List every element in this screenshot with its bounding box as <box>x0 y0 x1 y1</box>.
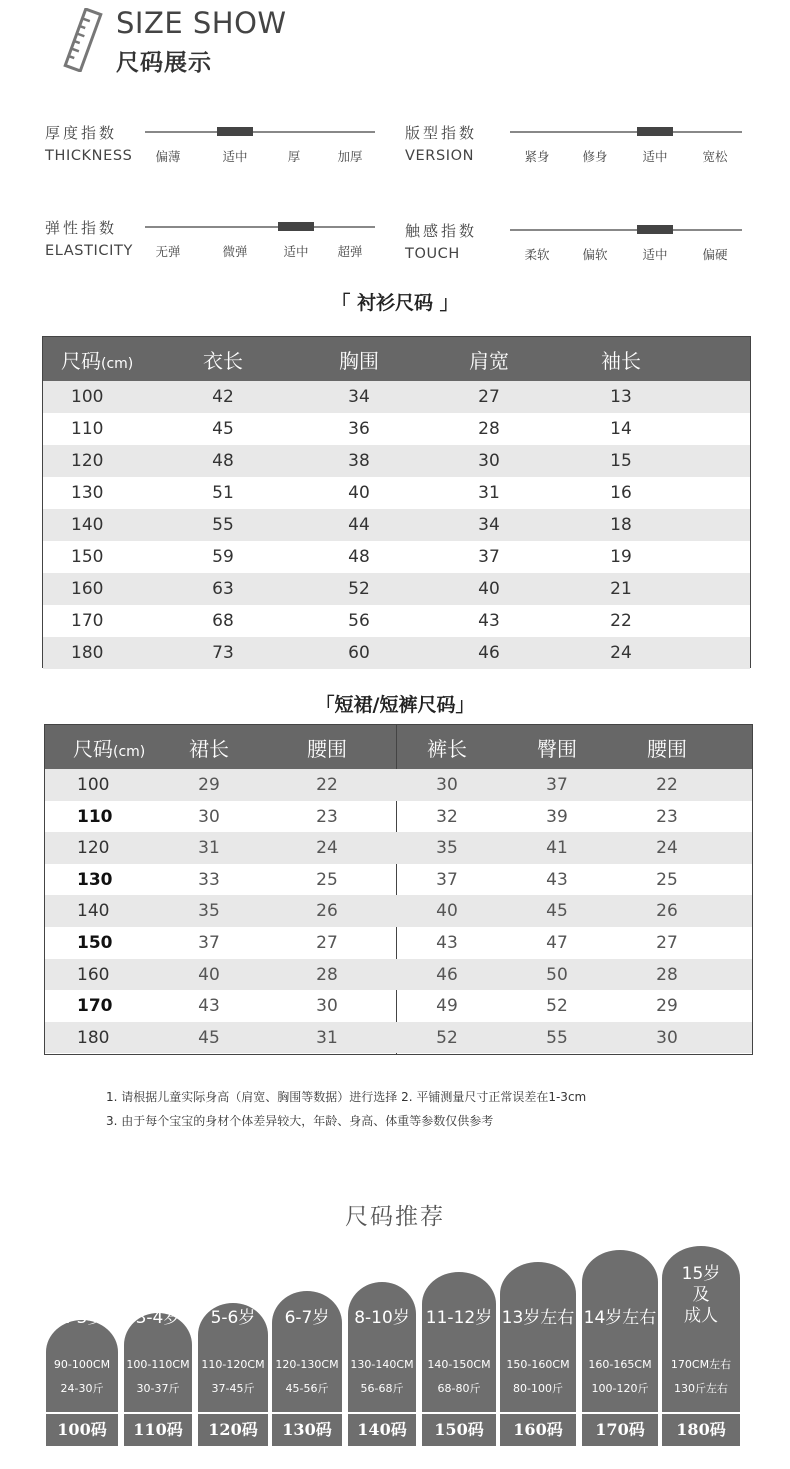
value-cell: 37 <box>546 775 568 795</box>
index-option: 适中 <box>222 149 248 164</box>
value-cell: 28 <box>656 964 678 985</box>
index-label-cn: 触感指数 <box>405 222 478 240</box>
recommend-card <box>46 1308 118 1412</box>
title-cn: 尺码展示 <box>116 50 212 76</box>
value-cell: 18 <box>610 515 632 535</box>
value-cell: 29 <box>198 775 220 795</box>
value-cell: 46 <box>478 643 500 663</box>
shirt-table-header <box>43 337 750 381</box>
ruler-icon <box>60 8 106 72</box>
size-cell: 130 <box>77 869 113 890</box>
value-cell: 63 <box>212 579 234 599</box>
note-line-2: 3. 由于每个宝宝的身材个体差异较大，年龄、身高、体重等参数仅供参考 <box>106 1114 494 1128</box>
size-cell: 120 <box>77 838 110 859</box>
recommend-weight: 130斤左右 <box>674 1382 728 1395</box>
index-label-en: ELASTICITY <box>45 243 133 259</box>
recommend-size-label: 110码 <box>124 1414 192 1446</box>
value-cell: 52 <box>436 1027 458 1048</box>
recommend-height: 170CM左右 <box>670 1358 732 1371</box>
value-cell: 52 <box>348 579 370 599</box>
value-cell: 60 <box>348 643 370 663</box>
size-cell: 170 <box>71 611 104 631</box>
recommend-age: 13岁左右 <box>501 1308 575 1328</box>
size-column-header: 尺码(cm) <box>73 737 146 761</box>
size-cell: 110 <box>77 806 113 827</box>
index-track <box>510 131 742 133</box>
value-cell: 13 <box>610 387 632 407</box>
value-cell: 43 <box>478 611 500 631</box>
table-row <box>45 959 752 991</box>
table-row <box>43 573 750 605</box>
header-hip: 臀围 <box>537 737 577 761</box>
recommend-height: 160-165CM <box>588 1358 652 1371</box>
table-row <box>45 801 752 833</box>
index-label-cn: 版型指数 <box>405 124 478 142</box>
value-cell: 30 <box>656 1027 678 1048</box>
value-cell: 34 <box>348 387 370 407</box>
value-cell: 35 <box>198 901 220 922</box>
size-cell: 150 <box>71 547 104 567</box>
value-cell: 25 <box>656 869 678 890</box>
bottoms-section-title: 「短裙/短裤尺码」 <box>315 694 475 716</box>
value-cell: 37 <box>436 869 458 890</box>
index-option: 偏软 <box>582 247 608 262</box>
recommend-age: 6-7岁 <box>284 1308 330 1328</box>
table-row <box>43 413 750 445</box>
recommend-age: 14岁左右 <box>583 1308 657 1328</box>
value-cell: 56 <box>348 611 370 631</box>
size-column-header: 尺码(cm) <box>61 349 134 373</box>
recommend-weight: 80-100斤 <box>513 1382 563 1395</box>
value-cell: 44 <box>348 515 370 535</box>
value-cell: 37 <box>198 932 220 953</box>
value-cell: 40 <box>436 901 458 922</box>
recommend-weight: 68-80斤 <box>437 1382 481 1395</box>
value-cell: 24 <box>316 838 338 859</box>
recommend-weight: 56-68斤 <box>360 1382 404 1395</box>
size-cell: 150 <box>77 932 113 953</box>
index-label-cn: 弹性指数 <box>45 219 118 237</box>
index-option: 适中 <box>642 149 668 164</box>
value-cell: 24 <box>656 838 678 859</box>
value-cell: 30 <box>198 806 220 827</box>
recommend-height: 90-100CM <box>53 1358 111 1371</box>
index-option: 适中 <box>283 244 309 259</box>
index-selected-marker <box>637 225 673 234</box>
value-cell: 22 <box>656 775 678 795</box>
value-cell: 55 <box>212 515 234 535</box>
recommend-weight: 100-120斤 <box>591 1382 649 1395</box>
recommend-size-label: 120码 <box>198 1414 268 1446</box>
index-selected-marker <box>637 127 673 136</box>
index-label-en: VERSION <box>405 148 475 164</box>
index-label-cn: 厚度指数 <box>45 124 118 142</box>
value-cell: 35 <box>436 838 458 859</box>
value-cell: 40 <box>198 964 220 985</box>
value-cell: 24 <box>610 643 632 663</box>
value-cell: 23 <box>316 806 338 827</box>
value-cell: 59 <box>212 547 234 567</box>
table-row <box>43 477 750 509</box>
value-cell: 26 <box>656 901 678 922</box>
recommend-height: 150-160CM <box>506 1358 570 1371</box>
header-pants-length: 裤长 <box>427 737 467 761</box>
recommend-age: 11-12岁 <box>425 1308 493 1328</box>
bottoms-table-header <box>45 725 752 769</box>
shirt-size-table <box>42 336 751 668</box>
value-cell: 73 <box>212 643 234 663</box>
recommend-age: 15岁 及 成人 <box>681 1264 721 1326</box>
value-cell: 48 <box>212 451 234 471</box>
header-skirt-length: 裙长 <box>189 737 229 761</box>
recommend-card <box>422 1272 496 1412</box>
table-row <box>45 864 752 896</box>
title-en: SIZE SHOW <box>116 6 287 40</box>
value-cell: 31 <box>198 838 220 859</box>
index-option: 宽松 <box>702 149 728 164</box>
value-cell: 32 <box>436 806 458 827</box>
table-row <box>45 769 752 801</box>
recommend-size-label: 180码 <box>662 1414 740 1446</box>
index-option: 偏薄 <box>155 149 181 164</box>
value-cell: 45 <box>546 901 568 922</box>
size-cell: 100 <box>77 775 110 795</box>
header-sleeve: 袖长 <box>601 349 641 373</box>
recommend-title: 尺码推荐 <box>345 1204 445 1230</box>
index-track <box>145 226 375 228</box>
value-cell: 42 <box>212 387 234 407</box>
table-row <box>43 605 750 637</box>
size-cell: 100 <box>71 387 104 407</box>
recommend-size-label: 140码 <box>348 1414 416 1446</box>
value-cell: 25 <box>316 869 338 890</box>
recommend-size-label: 170码 <box>582 1414 658 1446</box>
value-cell: 43 <box>436 932 458 953</box>
value-cell: 30 <box>436 775 458 795</box>
header-skirt-waist: 腰围 <box>307 737 347 761</box>
size-cell: 110 <box>71 419 104 439</box>
recommend-size-label: 100码 <box>46 1414 118 1446</box>
recommend-weight: 24-30斤 <box>60 1382 104 1395</box>
value-cell: 31 <box>478 483 500 503</box>
value-cell: 27 <box>478 387 500 407</box>
shirt-table-body <box>43 381 750 669</box>
header-shoulder: 肩宽 <box>469 349 509 373</box>
table-row <box>45 895 752 927</box>
header-chest: 胸围 <box>339 349 379 373</box>
index-label-en: THICKNESS <box>45 148 133 164</box>
size-cell: 160 <box>71 579 104 599</box>
value-cell: 45 <box>212 419 234 439</box>
recommend-size-label: 130码 <box>272 1414 342 1446</box>
recommend-height: 110-120CM <box>201 1358 265 1371</box>
value-cell: 68 <box>212 611 234 631</box>
value-cell: 39 <box>546 806 568 827</box>
value-cell: 40 <box>348 483 370 503</box>
table-row <box>45 1022 752 1054</box>
header-pants-waist: 腰围 <box>647 737 687 761</box>
index-track <box>510 229 742 231</box>
value-cell: 45 <box>198 1027 220 1048</box>
value-cell: 40 <box>478 579 500 599</box>
recommend-height: 130-140CM <box>350 1358 414 1371</box>
index-option: 修身 <box>582 149 608 164</box>
recommend-height: 120-130CM <box>275 1358 339 1371</box>
value-cell: 30 <box>478 451 500 471</box>
value-cell: 51 <box>212 483 234 503</box>
recommend-age: 2-3岁 <box>59 1308 105 1328</box>
size-cell: 120 <box>71 451 104 471</box>
recommend-card <box>198 1303 268 1412</box>
recommend-weight: 45-56斤 <box>285 1382 329 1395</box>
recommend-card <box>582 1250 658 1412</box>
value-cell: 52 <box>546 996 568 1017</box>
table-row <box>45 927 752 959</box>
value-cell: 21 <box>610 579 632 599</box>
value-cell: 16 <box>610 483 632 503</box>
index-label-en: TOUCH <box>405 246 460 262</box>
recommend-card <box>662 1246 740 1412</box>
value-cell: 50 <box>546 964 568 985</box>
size-cell: 140 <box>71 515 104 535</box>
value-cell: 38 <box>348 451 370 471</box>
value-cell: 19 <box>610 547 632 567</box>
bottoms-size-table <box>44 724 753 1055</box>
table-row <box>43 509 750 541</box>
value-cell: 27 <box>316 932 338 953</box>
recommend-size-label: 160码 <box>500 1414 576 1446</box>
value-cell: 33 <box>198 869 220 890</box>
recommend-card <box>124 1308 192 1412</box>
index-option: 偏硬 <box>702 247 728 262</box>
value-cell: 28 <box>478 419 500 439</box>
value-cell: 46 <box>436 964 458 985</box>
table-row <box>43 541 750 573</box>
value-cell: 15 <box>610 451 632 471</box>
recommend-height: 140-150CM <box>427 1358 491 1371</box>
table-row <box>43 637 750 669</box>
size-cell: 180 <box>77 1027 110 1048</box>
recommend-card <box>348 1282 416 1412</box>
index-option: 加厚 <box>337 149 363 164</box>
recommend-weight: 30-37斤 <box>136 1382 180 1395</box>
value-cell: 26 <box>316 901 338 922</box>
recommend-card <box>500 1262 576 1412</box>
table-row <box>43 445 750 477</box>
value-cell: 37 <box>478 547 500 567</box>
value-cell: 43 <box>198 996 220 1017</box>
table-row <box>45 832 752 864</box>
bottoms-table-body <box>45 769 752 1053</box>
value-cell: 30 <box>316 996 338 1017</box>
index-option: 无弹 <box>155 244 181 259</box>
index-option: 微弹 <box>222 244 248 259</box>
index-selected-marker <box>278 222 314 231</box>
table-row <box>45 990 752 1022</box>
index-option: 柔软 <box>524 247 550 262</box>
value-cell: 43 <box>546 869 568 890</box>
index-track <box>145 131 375 133</box>
recommend-age: 8-10岁 <box>354 1308 410 1328</box>
size-cell: 160 <box>77 964 110 985</box>
table-row <box>43 381 750 413</box>
value-cell: 22 <box>316 775 338 795</box>
size-cell: 140 <box>77 901 110 922</box>
index-option: 厚 <box>287 149 301 164</box>
value-cell: 36 <box>348 419 370 439</box>
size-cell: 170 <box>77 996 113 1017</box>
note-line-1: 1. 请根据儿童实际身高（肩宽、胸围等数据）进行选择 2. 平铺测量尺寸正常误差在1-3cm <box>106 1090 587 1104</box>
recommend-height: 100-110CM <box>126 1358 190 1371</box>
value-cell: 29 <box>656 996 678 1017</box>
recommend-age: 5-6岁 <box>210 1308 256 1328</box>
value-cell: 47 <box>546 932 568 953</box>
recommend-size-label: 150码 <box>422 1414 496 1446</box>
value-cell: 49 <box>436 996 458 1017</box>
index-option: 适中 <box>642 247 668 262</box>
value-cell: 27 <box>656 932 678 953</box>
index-selected-marker <box>217 127 253 136</box>
recommend-weight: 37-45斤 <box>211 1382 255 1395</box>
value-cell: 23 <box>656 806 678 827</box>
shirt-section-title: 「 衬衫尺码 」 <box>331 292 459 314</box>
value-cell: 22 <box>610 611 632 631</box>
size-cell: 130 <box>71 483 104 503</box>
size-cell: 180 <box>71 643 104 663</box>
value-cell: 28 <box>316 964 338 985</box>
value-cell: 41 <box>546 838 568 859</box>
recommend-card <box>272 1291 342 1412</box>
index-option: 紧身 <box>524 149 550 164</box>
value-cell: 55 <box>546 1027 568 1048</box>
value-cell: 48 <box>348 547 370 567</box>
value-cell: 31 <box>316 1027 338 1048</box>
index-option: 超弹 <box>337 244 363 259</box>
value-cell: 34 <box>478 515 500 535</box>
header-length: 衣长 <box>203 349 243 373</box>
recommend-age: 3-4岁 <box>135 1308 181 1328</box>
value-cell: 14 <box>610 419 632 439</box>
